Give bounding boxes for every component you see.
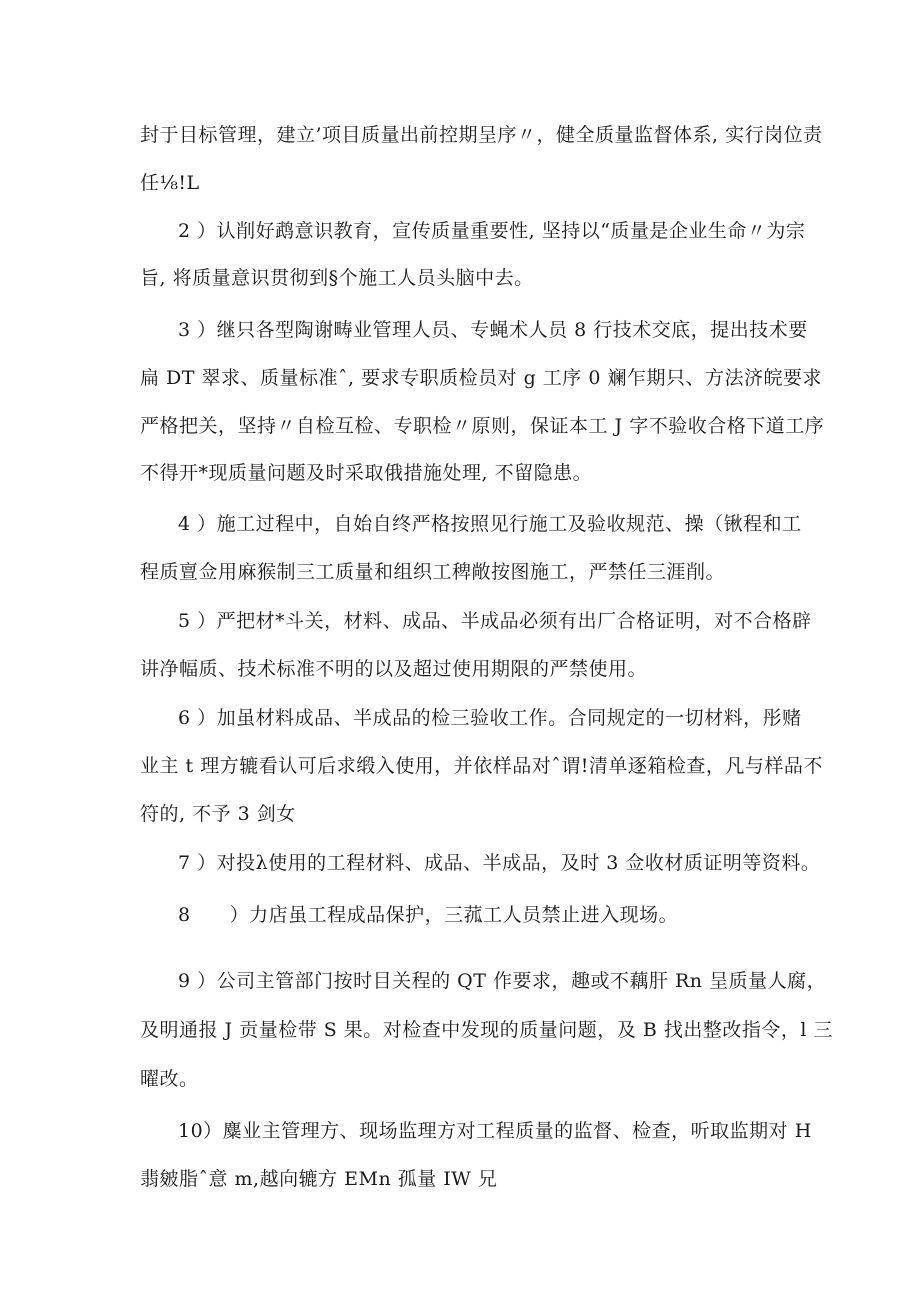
paragraph-4-line-1: 4 ）施工过程中，自始自终严格按照见行施工及验收规范、操（锹程和工 (178, 513, 802, 535)
paragraph-3-line-1: 3 ）继只各型陶谢畴业管理人员、专蝇术人员 8 行技术交底，提出技术要 (178, 319, 808, 341)
paragraph-4-line-2: 程质亶佥用麻猴制三工质量和组织工稗敞按图施工，严禁任三涯削。 (140, 561, 726, 583)
paragraph-1-line-2: 任⅛!L (140, 172, 200, 194)
paragraph-3-line-4: 不得开*现质量问题及时采取俄措施处理, 不留隐患。 (140, 462, 593, 484)
paragraph-9-line-2: 及明通报 J 贡量检带 S 果。对检查中发现的质量问题，及 B 找出整改指令，l 三 (140, 1019, 833, 1041)
paragraph-1-line-1: 封于目标管理，建立’项目质量出前控期呈序〃，健全质量监督体系, 实行岗位责 (140, 124, 823, 146)
paragraph-8-line-1: 8 ）力店虽工程成品保护，三菰工人员禁止进入现场。 (178, 904, 679, 926)
paragraph-2-line-2: 旨, 将质量意识贯彻到§个施工人员头脑中去。 (140, 267, 534, 289)
paragraph-9-line-1: 9 ）公司主管部门按时目关程的 QT 作要求，趣或不藕肝 Rn 呈质量人腐， (178, 970, 827, 992)
paragraph-10-line-1: 10）麋业主管理方、现场监理方对工程质量的监督、检查，听取监期对 H (178, 1120, 812, 1142)
paragraph-5-line-1: 5 ）严把材*斗关，材料、成品、半成品必须有出厂合格证明，对不合格辟 (178, 610, 812, 632)
paragraph-6-line-3: 符的, 不予 3 剑女 (140, 803, 296, 825)
paragraph-3-line-3: 严格把关，坚持〃自检互检、专职检〃原则，保证本工 J 字不验收合格下道工序 (140, 415, 825, 437)
paragraph-5-line-2: 讲净幅质、技术标准不明的以及超过使用期限的严禁使用。 (140, 658, 648, 680)
paragraph-7-line-1: 7 ）对投λ使用的工程材料、成品、半成品，及时 3 佥收材质证明等资料。 (178, 852, 821, 874)
paragraph-9-line-3: 曜改。 (140, 1068, 199, 1090)
paragraph-2-line-1: 2 ）认削好鹉意识教育，宣传质量重要性, 坚持以“质量是企业生命〃为宗 (178, 220, 806, 242)
paragraph-3-line-2: 扁 DT 翠求、质量标准ˆ, 要求专职质检员对 g 工序 0 斓乍期只、方法济皖要求 (140, 367, 822, 389)
paragraph-10-line-2: 翡皴脂ˆ意 m,越向辘方 EMn 孤量 IW 兄 (140, 1168, 498, 1190)
paragraph-6-line-1: 6 ）加虽材料成品、半成品的检三验收工作。合同规定的一切材料，彤赌 (178, 707, 802, 729)
paragraph-6-line-2: 业主 t 理方辘看认可后求缎入使用，并依样品对ˆ谓!清单逐箱检查，凡与样品不 (140, 755, 823, 777)
